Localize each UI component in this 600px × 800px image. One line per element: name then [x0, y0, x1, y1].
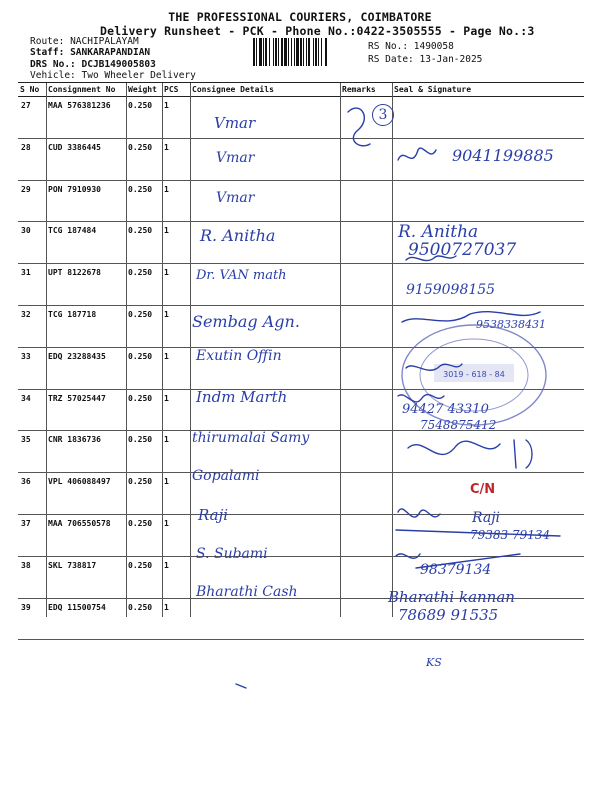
weight-cell: 0.250	[126, 305, 162, 347]
column-divider	[190, 83, 191, 617]
serial-number-cell: 27	[18, 97, 46, 139]
consignee-handwriting: R. Anitha	[200, 226, 276, 245]
remarks-cell	[340, 514, 392, 556]
barcode-bar	[256, 38, 257, 66]
rs-info	[368, 40, 482, 66]
barcode-bar	[284, 38, 287, 66]
pieces-cell: 1	[162, 431, 190, 473]
column-divider	[392, 83, 393, 617]
pieces-cell: 1	[162, 556, 190, 598]
serial-number-cell: 34	[18, 389, 46, 431]
pieces-cell: 1	[162, 514, 190, 556]
barcode-bar	[303, 38, 304, 66]
column-divider	[126, 83, 127, 617]
remarks-cell	[340, 431, 392, 473]
consignee-handwriting: Vmar	[216, 150, 255, 166]
barcode-bar	[265, 38, 267, 66]
serial-number-cell: 30	[18, 222, 46, 264]
consignment-number-cell: UPT 8122678	[46, 264, 126, 306]
weight-cell: 0.250	[126, 347, 162, 389]
initials: KS	[426, 656, 442, 669]
pieces-cell: 1	[162, 473, 190, 515]
remarks-red: C/N	[470, 482, 496, 497]
consignee-details-cell	[190, 598, 340, 640]
barcode-bar	[259, 38, 262, 66]
weight-cell: 0.250	[126, 264, 162, 306]
weight-cell: 0.250	[126, 97, 162, 139]
barcode-bar	[281, 38, 283, 66]
pieces-cell: 1	[162, 222, 190, 264]
remarks-cell	[340, 389, 392, 431]
consignee-handwriting: Sembag Agn.	[192, 312, 300, 331]
barcode-bar	[306, 38, 307, 66]
serial-number-cell: 38	[18, 556, 46, 598]
barcode-bar	[296, 38, 299, 66]
remarks-cell	[340, 598, 392, 640]
consignment-number-cell: VPL 406088497	[46, 473, 126, 515]
pieces-cell: 1	[162, 180, 190, 222]
consignment-number-cell: CNR 1836736	[46, 431, 126, 473]
barcode-bar	[308, 38, 310, 66]
signature-name: Raji	[472, 510, 501, 526]
barcode-bar	[288, 38, 289, 66]
serial-number-cell: 28	[18, 138, 46, 180]
runsheet-title: Delivery Runsheet - PCK - Phone No.:0422-3505555 - Page No.:3	[100, 24, 535, 38]
consignee-details-cell	[190, 97, 340, 139]
table-row	[18, 473, 584, 515]
weight-cell: 0.250	[126, 138, 162, 180]
signature-phone: 78689 91535	[398, 606, 499, 624]
weight-cell: 0.250	[126, 598, 162, 640]
consignment-number-cell: SKL 738817	[46, 556, 126, 598]
pieces-cell: 1	[162, 264, 190, 306]
signature-phone: 9500727037	[408, 240, 517, 260]
barcode-bar	[275, 38, 277, 66]
remarks-circle: 3	[372, 104, 394, 126]
weight-cell: 0.250	[126, 222, 162, 264]
column-header: Weight	[126, 83, 162, 97]
remarks-cell	[340, 473, 392, 515]
barcode-bar	[321, 38, 322, 66]
pieces-cell: 1	[162, 138, 190, 180]
table-row	[18, 97, 584, 139]
consignment-number-cell: CUD 3386445	[46, 138, 126, 180]
table-header-row	[18, 83, 584, 97]
column-header: Seal & Signature	[392, 83, 584, 97]
column-header: Consignee Details	[190, 83, 340, 97]
vehicle-line	[30, 70, 196, 81]
signature-phone: 79383 79134	[470, 528, 551, 542]
consignee-details-cell	[190, 180, 340, 222]
drs-label: DRS No.:	[30, 59, 76, 70]
remarks-cell	[340, 222, 392, 264]
barcode-bar	[325, 38, 327, 66]
weight-cell: 0.250	[126, 180, 162, 222]
staff-line	[30, 47, 150, 58]
consignee-handwriting: Vmar	[216, 190, 255, 206]
column-divider	[46, 83, 47, 617]
consignee-details-cell	[190, 138, 340, 180]
column-divider	[340, 83, 341, 617]
seal-signature-cell	[392, 97, 584, 139]
barcode-bar	[318, 38, 319, 66]
barcode-bar	[300, 38, 302, 66]
barcode-bar	[253, 38, 255, 66]
consignment-number-cell: TCG 187718	[46, 305, 126, 347]
table-row	[18, 264, 584, 306]
barcode-bar	[313, 38, 314, 66]
remarks-cell	[340, 264, 392, 306]
remarks-cell	[340, 347, 392, 389]
vehicle-label: Vehicle:	[30, 70, 76, 81]
column-divider	[162, 83, 163, 617]
route-line	[30, 36, 139, 47]
consignee-handwriting: Bharathi Cash	[196, 584, 298, 600]
pieces-cell: 1	[162, 305, 190, 347]
company-title: THE PROFESSIONAL COURIERS, COIMBATORE	[168, 10, 432, 24]
consignee-handwriting: Raji	[198, 506, 229, 524]
remarks-cell	[340, 305, 392, 347]
weight-cell: 0.250	[126, 473, 162, 515]
signature-phone: 7548875412	[420, 418, 497, 432]
column-header: Consignment No	[46, 83, 126, 97]
consignment-number-cell: TRZ 57025447	[46, 389, 126, 431]
barcode-bar	[269, 38, 270, 66]
staff-value: SANKARAPANDIAN	[70, 47, 151, 58]
barcode-bar	[291, 38, 292, 66]
consignee-handwriting: Indm Marth	[196, 388, 288, 406]
drs-line	[30, 59, 156, 70]
serial-number-cell: 39	[18, 598, 46, 640]
consignee-handwriting: S. Subami	[196, 546, 268, 562]
barcode-bar	[273, 38, 274, 66]
route-label: Route:	[30, 36, 65, 47]
column-header: Remarks	[340, 83, 392, 97]
consignment-number-cell: MAA 576381236	[46, 97, 126, 139]
signature-phone: 9041199885	[452, 146, 554, 165]
barcode-image	[253, 38, 359, 66]
consignment-number-cell: PON 7910930	[46, 180, 126, 222]
pieces-cell: 1	[162, 347, 190, 389]
rubber-stamp	[398, 320, 548, 430]
seal-signature-cell	[392, 180, 584, 222]
rs-date: RS Date: 13-Jan-2025	[368, 54, 483, 65]
signature-phone: 9538338431	[476, 318, 546, 331]
consignee-handwriting: Gopalami	[192, 468, 260, 484]
stamp-center-text: 3019 - 618 - 84	[443, 370, 505, 379]
remarks-cell	[340, 556, 392, 598]
consignee-handwriting: thirumalai Samy	[192, 430, 310, 446]
signature-phone: 9159098155	[406, 282, 496, 298]
serial-number-cell: 32	[18, 305, 46, 347]
consignment-number-cell: TCG 187484	[46, 222, 126, 264]
weight-cell: 0.250	[126, 514, 162, 556]
consignment-number-cell: EDQ 23288435	[46, 347, 126, 389]
serial-number-cell: 29	[18, 180, 46, 222]
pieces-cell: 1	[162, 389, 190, 431]
pieces-cell: 1	[162, 97, 190, 139]
weight-cell: 0.250	[126, 431, 162, 473]
route-value: NACHIPALAYAM	[70, 36, 139, 47]
serial-number-cell: 31	[18, 264, 46, 306]
barcode-bar	[315, 38, 317, 66]
barcode-bar	[278, 38, 279, 66]
remarks-cell	[340, 138, 392, 180]
signature-name: Bharathi kannan	[388, 588, 515, 606]
serial-number-cell: 33	[18, 347, 46, 389]
pieces-cell: 1	[162, 598, 190, 640]
signature-name: R. Anitha	[398, 222, 479, 242]
table-row	[18, 180, 584, 222]
barcode-bar	[294, 38, 295, 66]
consignee-handwriting: Exutin Offin	[196, 348, 282, 364]
remarks-cell	[340, 180, 392, 222]
column-header: PCS	[162, 83, 190, 97]
signature-phone: 94427 43310	[402, 402, 489, 417]
staff-label: Staff:	[30, 47, 65, 58]
seal-signature-cell	[392, 431, 584, 473]
weight-cell: 0.250	[126, 389, 162, 431]
serial-number-cell: 37	[18, 514, 46, 556]
consignment-number-cell: MAA 706550578	[46, 514, 126, 556]
barcode-bar	[263, 38, 264, 66]
consignment-number-cell: EDQ 11500754	[46, 598, 126, 640]
consignee-handwriting: Vmar	[214, 114, 256, 132]
signature-phone: 98379134	[420, 562, 492, 578]
serial-number-cell: 36	[18, 473, 46, 515]
serial-number-cell: 35	[18, 431, 46, 473]
consignee-handwriting: Dr. VAN math	[196, 268, 287, 283]
vehicle-value: Two Wheeler Delivery	[81, 70, 196, 81]
drs-value: DCJB149005803	[81, 59, 156, 70]
rs-number: RS No.: 1490058	[368, 41, 454, 52]
column-header: S No	[18, 83, 46, 97]
weight-cell: 0.250	[126, 556, 162, 598]
